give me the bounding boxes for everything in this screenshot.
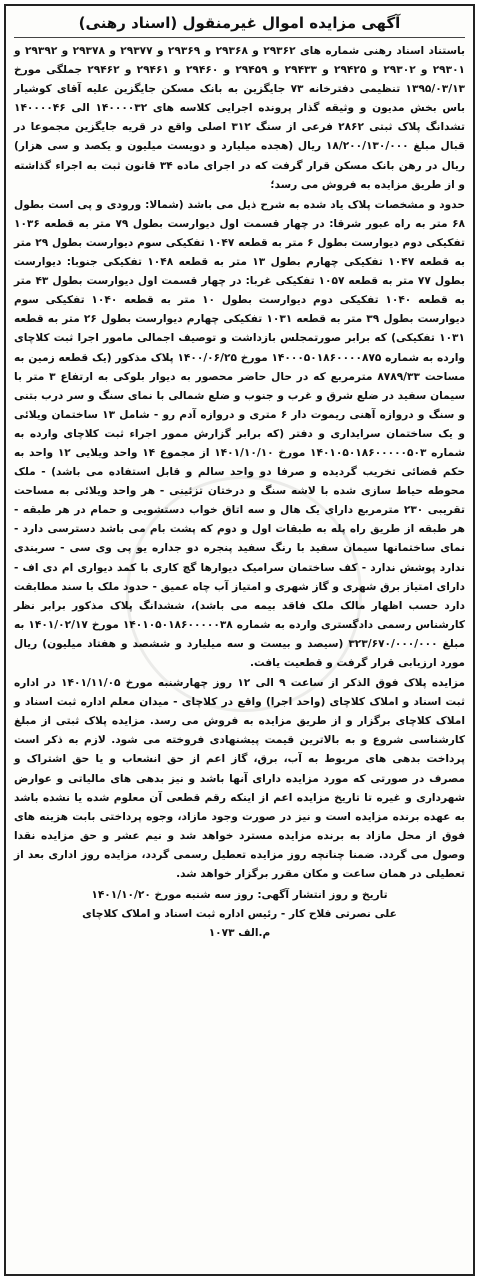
auction-notice bbox=[4, 4, 475, 1276]
signature-line: علی نصرتی فلاح کار - رئیس اداره ثبت اسناد و املاک کلاچای bbox=[82, 908, 397, 921]
notice-code: م.الف ۱۰۷۳ bbox=[208, 927, 271, 940]
notice-paragraph-auction-terms: مزایده پلاک فوق الذکر از ساعت ۹ الی ۱۲ روز چهارشنبه مورخ ۱۴۰۱/۱۱/۰۵ در اداره ثبت اسناد و املاک کلاچای (واحد اجرا) واقع در کلاچای - میدان معلم اداره ثبت اسناد و املاک کلاچای برگزار و از طریق مزایده به فروش می رسد. مزایده پلاک ثبتی از مبلغ کارشناسی شروع و به بالاترین قیمت پیشنهادی فروخته می شود. لازم به ذکر است پرداخت بدهی های مربوط به آب، برق، گاز اعم از حق انشعاب و یا حق اشتراک و مصرف در صورتی که مورد مزایده دارای آنها باشد و نیز بدهی های مالیاتی و عوارض شهرداری و غیره تا تاریخ مزایده اعم از اینکه رقم قطعی آن معلوم شده یا نشده باشد به عهده برنده مزایده است و نیز در صورت وجود مازاد، وجوه پرداختی بابت هزینه های فوق از محل مازاد به برنده مزایده مسترد خواهد شد و نیم عشر و حق مزایده نقدا وصول می گردد. ضمنا چنانچه روز مزایده تعطیل رسمی گردد، مزایده روز اداری بعد از تعطیلی در همان ساعت و مکان مقرر برگزار خواهد شد. bbox=[14, 677, 465, 881]
notice-paragraph-boundaries: حدود و مشخصات پلاک یاد شده به شرح ذیل می باشد (شمالا: ورودی و پی است بطول ۶۸ متر به راه عبور شرقا: در چهار قسمت اول دیوارست بطول ۷۹ متر به قطعه ۱۰۳۶ تفکیکی دوم دیوارست بطول ۶ متر به قطعه ۱۰۴۷ تفکیکی سوم دیوارست بطول ۲۹ متر به قطعه ۱۰۴۷ تفکیکی چهارم بطول ۱۳ متر به قطعه ۱۰۴۸ تفکیکی جنوبا: دیوارست بطول ۷۷ متر به قطعه ۱۰۵۷ تفکیکی غربا: در چهار قسمت اول دیوارست بطول ۴۳ متر به قطعه ۱۰۴۰ تفکیکی دوم دیوارست بطول ۱۰ متر به قطعه ۱۰۴۰ تفکیکی سوم دیوارست بطول ۳۹ متر به قطعه ۱۰۳۱ تفکیکی چهارم دیوارست بطول ۲۶ متر به قطعه ۱۰۳۱ تفکیکی) که برابر صورتمجلس بازداشت و توصیف اجمالی مامور اجرا ثبت کلاچای وارده به شماره ۱۴۰۰۰۵۰۱۸۶۰۰۰۰۸۷۵ مورخ ۱۴۰۰/۰۶/۲۵ پلاک مذکور (یک قطعه زمین به مساحت ۸۷۸۹/۳۳ مترمربع که در حال حاضر محصور به دیوار بلوکی به ارتفاع ۳ متر با سیمان سفید در ضلع شرق و غرب و جنوب و ضلع شمالی با نمای سنگ و سر درب بتنی و سنگ و دروازه آهنی ریموت دار ۶ متری و دروازه آدم رو - شامل ۱۳ ساختمان ویلائی و یک ساختمان سرایداری و دفتر (که برابر گزارش ممور اجراء ثبت کلاچای وارده به شماره ۱۴۰۱۰۵۰۱۸۶۰۰۰۰۰۵۰۳ مورخ ۱۴۰۱/۱۰/۱۰ از مجموع ۱۴ واحد ویلایی ۱۲ واحد به حکم قضائی تخریب گردیده و صرفا دو واحد سالم و قابل استفاده می باشد) - ملک محوطه حیاط سازی شده با لاشه سنگ و درختان تزئینی - هر واحد ویلائی به مساحت تقریبی ۲۳۰ مترمربع دارای یک هال و سه اتاق خواب دستشویی و حمام در هر طبقه - هر طبقه از طریق راه پله به طبقات اول و دوم که پشت بام می باشد دسترسی دارد - نمای ساختمانها سیمان سفید با رنگ سفید پنجره دو جداره یو پی وی سی - سربندی ندارد پوشش ندارد - کف ساختمان سرامیک دیوارها گچ کاری با کمد دیواری ام دی اف - دارای امتیاز برق شهری و گاز شهری و امتیاز آب چاه عمیق - حدود ملک با سند مطابقت دارد حسب اظهار مالک ملک فاقد بیمه می باشد)، ششدانگ پلاک مذکور برابر نظر کارشناس رسمی دادگستری وارده به شماره ۱۴۰۱۰۵۰۱۸۶۰۰۰۰۰۳۸ مورخ ۱۴۰۱/۰۲/۱۷ به مبلغ ۳۲۳/۶۷۰/۰۰۰/۰۰۰ (سیصد و بیست و سه میلیارد و ششصد و هفتاد میلیون) ریال مورد ارزیابی قرار گرفت و قطعیت یافت. bbox=[14, 198, 466, 669]
notice-footer bbox=[14, 886, 465, 943]
notice-paragraph-intro: باستناد اسناد رهنی شماره های ۲۹۳۶۲ و ۲۹۳۶۸ و ۲۹۳۶۹ و ۲۹۳۷۷ و ۲۹۳۷۸ و ۲۹۳۹۲ و ۲۹۳۰۱ و ۲۹۳۰۲ و ۲۹۴۲۵ و ۲۹۴۳۳ و ۲۹۴۵۹ و ۲۹۴۶۰ و ۲۹۴۶۱ و ۲۹۴۶۲ جملگی مورخ ۱۳۹۵/۰۳/۱۳ تنظیمی دفترخانه ۷۳ جایگزین به بانک مسکن جایگزین علیه آقای کوشیار باس بخش مدیون و وثیقه گذار پرونده اجرایی کلاسه های ۱۴۰۰۰۰۳۲ الی ۱۴۰۰۰۰۴۶ تشدانگ پلاک ثبتی ۲۸۶۲ فرعی از سنگ ۳۱۲ اصلی واقع در قریه جایگزین مجموعا در قبال مبلغ ۱۸/۲۰۰/۱۳۰/۰۰۰ ریال (هجده میلیارد و دویست میلیون و یکصد و سی هزار) ریال در رهن بانک مسکن قرار گرفت که در اجرای ماده ۳۴ قانون ثبت به اجراء گذاشته و از طریق مزایده به فروش می رسد؛ bbox=[14, 45, 466, 191]
publish-date: تاریخ و روز انتشار آگهی: روز سه شنبه مورخ ۱۴۰۱/۱۰/۲۰ bbox=[91, 889, 388, 902]
notice-title: آگهی مزایده اموال غیرمنقول (اسناد رهنی) bbox=[14, 12, 465, 38]
